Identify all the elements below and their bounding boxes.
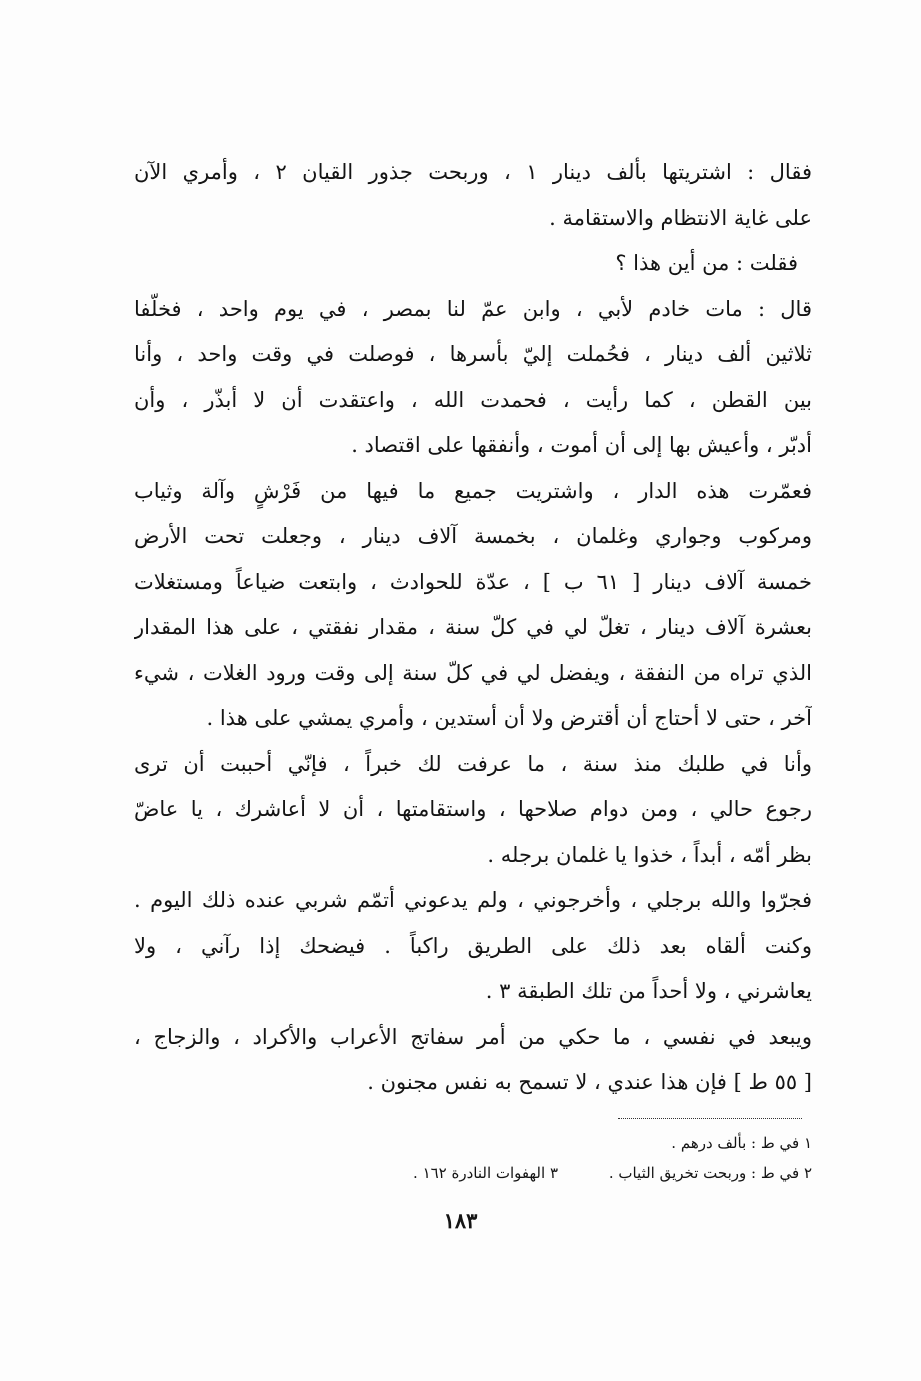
text-line: ثلاثين ألف دينار ، فحُملت إليّ بأسرها ، فوصلت في وقت واحد ، وأنا (134, 342, 812, 366)
text-line: يعاشرني ، ولا أحداً من تلك الطبقة ٣ . (485, 979, 812, 1003)
text-line: بعشرة آلاف دينار ، تغلّ لي في كلّ سنة ، مقدار نفقتي ، على هذا المقدار (134, 615, 812, 639)
text-line: فقلت : من أين هذا ؟ (615, 251, 798, 275)
text-line: بين القطن ، كما رأيت ، فحمدت الله ، واعتقدت أن لا أبذّر ، وأن (134, 387, 812, 412)
main-text (134, 150, 812, 1106)
text-line: ومركوب وجواري وغلمان ، بخمسة آلاف دينار ، وجعلت تحت الأرض (134, 524, 812, 548)
text-line: على غاية الانتظام والاستقامة . (549, 205, 812, 230)
text-line: وأنا في طلبك منذ سنة ، ما عرفت لك خبراً ، فإنّي أحببت أن ترى (134, 751, 812, 776)
page-number: ١٨٣ (443, 1208, 478, 1233)
text-line: آخر ، حتى لا أحتاج أن أقترض ولا أن أستدين ، وأمري يمشي على هذا . (206, 706, 812, 730)
text-line: وكنت ألقاه بعد ذلك على الطريق راكباً . فيضحك إذا رآني ، ولا (134, 933, 812, 958)
text-line: رجوع حالي ، ومن دوام صلاحها ، واستقامتها ، أن لا أعاشرك ، يا عاضّ (134, 797, 812, 821)
text-line: ويبعد في نفسي ، ما حكي من أمر سفاتج الأعراب والأكراد ، والزجاج ، (134, 1024, 812, 1049)
text-line: بظر أمّه ، أبداً ، خذوا يا غلمان برجله . (487, 842, 812, 867)
text-line: فقال : اشتريتها بألف دينار ١ ، وربحت جذور القيان ٢ ، وأمري الآن (134, 160, 812, 184)
text-line: فعمّرت هذه الدار ، واشتريت جميع ما فيها من فَرْشٍ وآلة وثياب (134, 478, 812, 503)
footnote-1: ١ في ط : بألف درهم . (671, 1134, 812, 1152)
footnote-row (134, 1158, 812, 1188)
text-line: قال : مات خادم لأبي ، وابن عمّ لنا بمصر ، في يوم واحد ، فخلّفا (134, 296, 812, 321)
footnote-3: ٣ الهفوات النادرة ١٦٢ . (413, 1164, 558, 1182)
text-line: الذي تراه من النفقة ، ويفضل لي في كلّ سنة إلى وقت ورود الغلات ، شيء (134, 660, 812, 685)
text-line: فجرّوا والله برجلي ، وأخرجوني ، ولم يدعوني أتمّم شربي عنده ذلك اليوم . (134, 888, 812, 912)
footnote-row (134, 1128, 812, 1158)
text-line: أدبّر ، وأعيش بها إلى أن أموت ، وأنفقها على اقتصاد . (351, 433, 812, 457)
footnote-2: ٢ في ط : وربحت تخريق الثياب . (608, 1164, 812, 1182)
footnotes (134, 1128, 812, 1188)
footnote-separator (618, 1118, 802, 1119)
text-line: خمسة آلاف دينار [ ٦١ ب ] ، عدّة للحوادث ، وابتعت ضياعاً ومستغلات (134, 569, 812, 594)
text-line: [ ٥٥ ط ] فإن هذا عندي ، لا تسمح به نفس مجنون . (367, 1070, 812, 1094)
